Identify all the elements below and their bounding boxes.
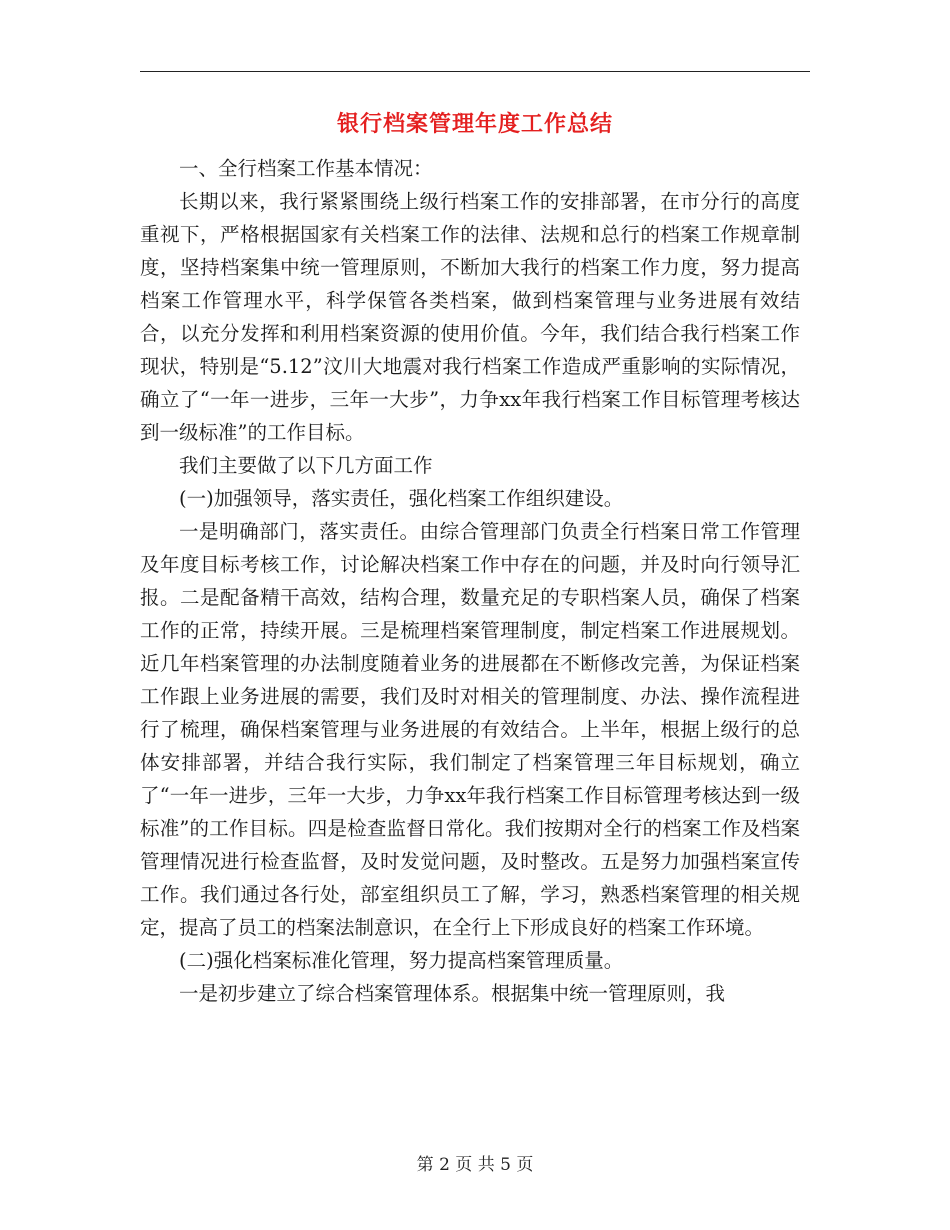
paragraph: 一是初步建立了综合档案管理体系。根据集中统一管理原则，我	[179, 982, 726, 1005]
paragraph: 我们主要做了以下几方面工作	[179, 454, 433, 477]
document-title: 银行档案管理年度工作总结	[336, 111, 613, 137]
paragraph: (一)加强领导，落实责任，强化档案工作组织建设。	[179, 487, 624, 510]
paragraph: (二)强化档案标准化管理，努力提高档案管理质量。	[179, 949, 624, 972]
header-rule	[140, 71, 810, 72]
page-footer: 第 2 页 共 5 页	[416, 1155, 534, 1175]
paragraph: 一是明确部门，落实责任。由综合管理部门负责全行档案日常工作管理及年度目标考核工作，讨论解决档案工作中存在的问题，并及时向行领导汇报。二是配备精干高效，结构合理，数量充足的专职档案人员，确保了档案工作的正常，持续开展。三是梳理档案管理制度，制定档案工作进展规划。近几年档案管理的办法制度随着业务的进展都在不断修改完善，为保证档案工作跟上业务进展的需要，我们及时对相关的管理制度、办法、操作流程进行了梳理，确保档案管理与业务进展的有效结合。上半年，根据上级行的总体安排部署，并结合我行实际，我们制定了档案管理三年目标规划，确立了“一年一进步，三年一大步，力争xx年我行档案工作目标管理考核达到一级标准”的工作目标。四是检查监督日常化。我们按期对全行的档案工作及档案管理情况进行检查监督，及时发觉问题，及时整改。五是努力加强档案宣传工作。我们通过各行处，部室组织员工了解，学习，熟悉档案管理的相关规定，提高了员工的档案法制意识，在全行上下形成良好的档案工作环境。	[140, 520, 800, 939]
paragraph: 长期以来，我行紧紧围绕上级行档案工作的安排部署，在市分行的高度重视下，严格根据国家有关档案工作的法律、法规和总行的档案工作规章制度，坚持档案集中统一管理原则，不断加大我行的档案工作力度，努力提高档案工作管理水平，科学保管各类档案，做到档案管理与业务进展有效结合，以充分发挥和利用档案资源的使用价值。今年，我们结合我行档案工作现状，特别是“5.12”汶川大地震对我行档案工作造成严重影响的实际情况，确立了“一年一进步，三年一大步”，力争xx年我行档案工作目标管理考核达到一级标准”的工作目标。	[140, 190, 800, 444]
document-body	[140, 152, 800, 1010]
paragraph: 一、全行档案工作基本情况：	[179, 157, 433, 180]
